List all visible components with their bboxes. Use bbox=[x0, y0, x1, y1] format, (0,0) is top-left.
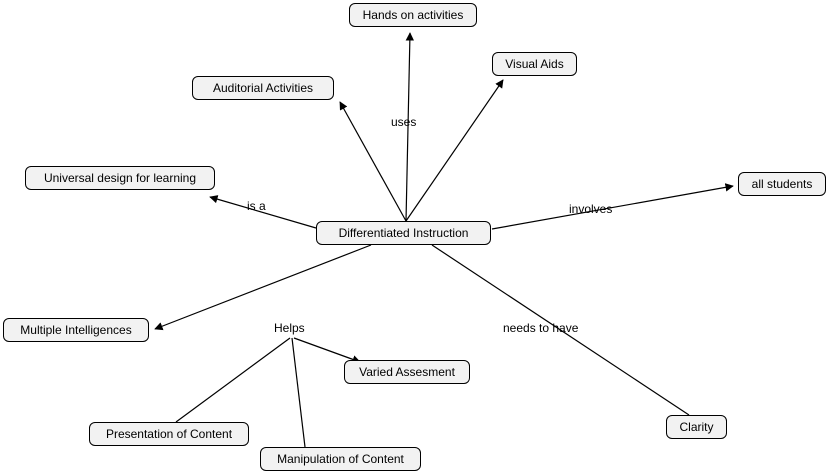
node-label: Varied Assesment bbox=[359, 365, 455, 379]
node-label: Auditorial Activities bbox=[212, 81, 314, 95]
node-universal-design-for-learning[interactable] bbox=[25, 166, 215, 190]
node-varied-assesment[interactable] bbox=[344, 360, 470, 384]
node-presentation-of-content[interactable] bbox=[89, 422, 249, 446]
node-manipulation-of-content[interactable] bbox=[260, 447, 421, 471]
edge-label-text: involves bbox=[569, 202, 613, 216]
node-label: Differentiated Instruction bbox=[338, 226, 469, 240]
edge-label-helps bbox=[274, 322, 305, 334]
edge-helps-presentation-of-content bbox=[176, 338, 290, 422]
node-label: all students bbox=[751, 177, 813, 191]
edge-label-involves bbox=[569, 203, 612, 215]
node-all-students[interactable] bbox=[738, 172, 826, 196]
edge-uses-visual-aids bbox=[406, 80, 503, 221]
edge-helps-manipulation-of-content bbox=[292, 338, 305, 447]
node-label: Clarity bbox=[679, 420, 714, 434]
node-clarity[interactable] bbox=[666, 415, 727, 439]
node-label: Presentation of Content bbox=[105, 427, 233, 441]
edge-label-text: Helps bbox=[274, 321, 305, 335]
node-label: Hands on activities bbox=[362, 8, 464, 22]
node-differentiated-instruction[interactable] bbox=[316, 221, 491, 245]
node-multiple-intelligences[interactable] bbox=[3, 318, 149, 342]
edge-label-uses bbox=[391, 116, 416, 128]
edge-helps-multiple-intelligences bbox=[155, 245, 371, 329]
edge-label-text: needs to have bbox=[503, 321, 579, 335]
node-label: Universal design for learning bbox=[43, 171, 197, 185]
node-visual-aids[interactable] bbox=[492, 52, 577, 76]
edge-label-text: is a bbox=[247, 199, 266, 213]
edge-label-is-a bbox=[247, 200, 266, 212]
edge-label-text: uses bbox=[391, 115, 417, 129]
edge-helps-varied-assesment bbox=[294, 338, 360, 362]
edge-involves-all-students bbox=[492, 186, 733, 229]
node-label: Manipulation of Content bbox=[277, 452, 404, 466]
node-hands-on-activities[interactable] bbox=[349, 3, 477, 27]
node-auditorial-activities[interactable] bbox=[192, 76, 334, 100]
edge-label-needs-to-have bbox=[503, 322, 578, 334]
node-label: Visual Aids bbox=[505, 57, 564, 71]
node-label: Multiple Intelligences bbox=[20, 323, 132, 337]
